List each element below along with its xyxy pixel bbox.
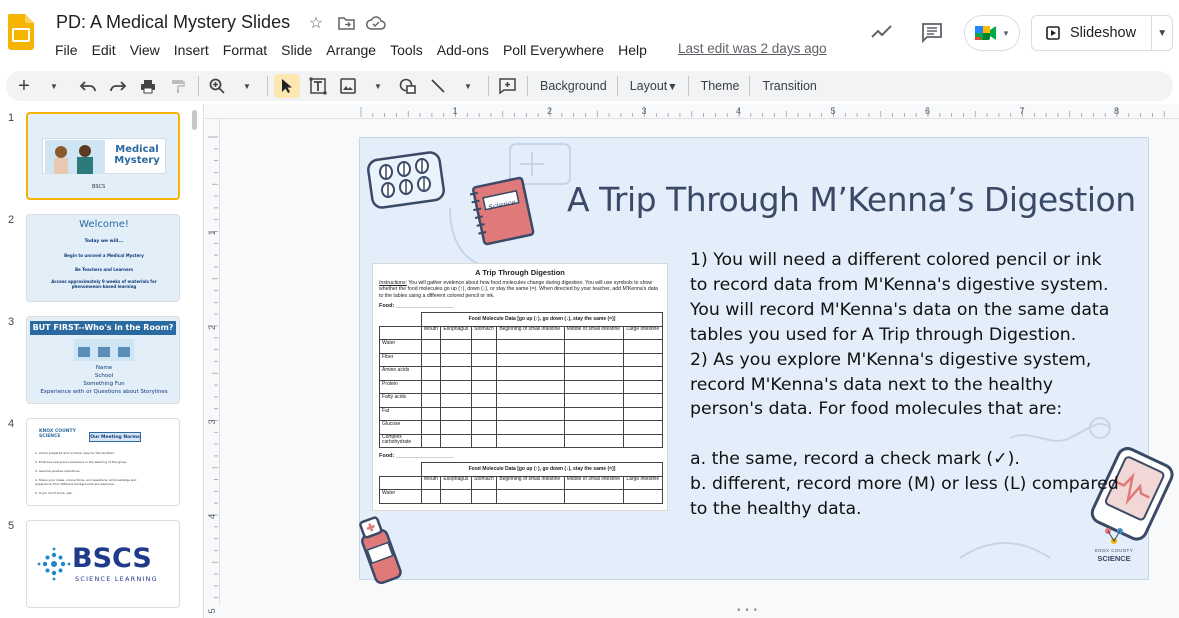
title-icons [306, 13, 386, 33]
new-slide-button[interactable]: + [18, 74, 30, 97]
zoom-icon[interactable] [205, 74, 229, 98]
instructions-text: You will gather evidence about how food molecules change during digestion. You will use symbols to show whether the food molecules go up (↑), down (↓), or stay the same (=). When directed by your teacher, add M'Kenna's data to the tables using a different colored pencil or ink. [379, 280, 658, 299]
title-bar [0, 0, 1179, 68]
body-paragraph: 2) As you explore M'Kenna's digestive system, record M'Kenna's data next to the healthy person's data. For food molecules that are: [690, 349, 1092, 420]
slide-thumbnail-2[interactable] [26, 214, 180, 302]
menu-edit[interactable]: Edit [91, 42, 116, 58]
row-label: Water [380, 490, 422, 504]
notebook-icon [468, 174, 538, 246]
menu-help[interactable]: Help [618, 42, 647, 58]
pill-pack-icon [366, 150, 446, 210]
table-cell [422, 367, 441, 381]
thumb-line: Be Teachers and Learners [74, 267, 134, 272]
cloud-status-icon[interactable] [366, 13, 386, 33]
current-slide[interactable] [359, 137, 1149, 580]
slideshow-button[interactable] [1032, 16, 1152, 50]
table-row [380, 367, 663, 381]
column-header: Stomach [472, 476, 497, 490]
table-cell [441, 421, 472, 435]
table-row [380, 407, 663, 421]
ruler-label: 2 [207, 324, 217, 330]
body-paragraph: a. the same, record a check mark (✓). [690, 449, 1020, 470]
column-header: Large intestine [624, 326, 663, 340]
meet-icon [974, 23, 998, 43]
column-header: Middle of small intestine [564, 326, 624, 340]
select-tool-icon[interactable] [274, 74, 300, 98]
table-cell [564, 367, 624, 381]
worksheet-instructions [373, 277, 667, 299]
thumb-logo: BSCS [92, 184, 106, 190]
table-cell [422, 353, 441, 367]
table-cell [441, 367, 472, 381]
activity-dashboard-icon[interactable] [870, 22, 894, 42]
body-paragraph: 1) You will need a different colored pencil or ink to record data from M'Kenna's digestive system. You will record M'Kenna's data on the same data tables you used for A Trip through Digestion. [690, 250, 1110, 345]
thumb-line: 1. Arrive prepared and on time; stay for the duration. [35, 451, 116, 455]
thumb-title: Welcome! [79, 219, 129, 230]
knox-county-science-logo [1084, 526, 1144, 571]
layout-button[interactable] [624, 79, 684, 93]
column-header: Large intestine [624, 476, 663, 490]
slide-filmstrip[interactable] [0, 104, 204, 618]
ruler-label: 5 [830, 106, 836, 116]
table-cell [422, 340, 441, 354]
table-header: Food Molecule Data [go up (↑), go down (↓), stay the same (=)] [422, 313, 663, 327]
toolbar [6, 71, 1173, 101]
toolbar-divider [617, 76, 618, 96]
shape-icon[interactable] [396, 74, 420, 98]
row-label: Water [380, 340, 422, 354]
thumb-line: Today we will... [84, 239, 124, 244]
table-cell [624, 367, 663, 381]
ruler-label: 4 [207, 513, 217, 519]
table-row [380, 394, 663, 408]
table-cell [472, 340, 497, 354]
thumb-title: BUT FIRST--Who's in the Room? [30, 321, 176, 335]
row-label: Amino acids [380, 367, 422, 381]
row-label: Complex carbohydrate [380, 434, 422, 448]
ruler-label: 8 [1114, 106, 1120, 116]
table-cell [472, 407, 497, 421]
column-header: Middle of small intestine [564, 476, 624, 490]
table-cell [472, 394, 497, 408]
table-cell [497, 421, 564, 435]
table-row [380, 490, 663, 504]
food-molecule-table [379, 462, 663, 504]
ruler-label: 1 [452, 106, 458, 116]
ruler-label: 4 [736, 106, 742, 116]
image-icon[interactable] [336, 74, 360, 98]
slideshow-button-group [1031, 15, 1173, 51]
print-icon[interactable] [136, 74, 160, 98]
notebook-label: Science [487, 198, 517, 212]
table-cell [422, 490, 441, 504]
classroom-illustration [74, 339, 134, 361]
thumb-line: Something Fun [83, 381, 125, 387]
table-cell [624, 353, 663, 367]
ruler-label: 5 [207, 608, 217, 614]
slide-thumbnail-5[interactable] [26, 520, 180, 608]
ruler-label: 6 [925, 106, 931, 116]
table-cell [497, 367, 564, 381]
column-header: Beginning of small intestine [497, 326, 564, 340]
logo-text-top: KNOX COUNTY [1094, 548, 1134, 553]
thumb-title: Medical Mystery [114, 144, 160, 166]
ruler-label: 2 [547, 106, 553, 116]
chevron-down-icon: ▼ [1002, 28, 1010, 38]
table-cell [441, 407, 472, 421]
slide-thumbnail-4[interactable] [26, 418, 180, 506]
table-cell [564, 421, 624, 435]
table-cell [497, 380, 564, 394]
worksheet-image[interactable] [372, 263, 668, 511]
ruler-label: 1 [207, 230, 217, 236]
document-title[interactable]: PD: A Medical Mystery Slides [56, 12, 291, 32]
line-dropdown-icon[interactable]: ▼ [464, 81, 472, 91]
table-cell [564, 353, 624, 367]
column-header: Beginning of small intestine [497, 476, 564, 490]
worksheet-title: A Trip Through Digestion [475, 268, 565, 277]
table-cell [441, 434, 472, 448]
row-label: Fiber [380, 353, 422, 367]
table-cell [472, 353, 497, 367]
zoom-dropdown-icon[interactable]: ▼ [243, 81, 251, 91]
table-cell [422, 407, 441, 421]
logo-text-bottom: SCIENCE [1097, 554, 1131, 563]
table-cell [422, 421, 441, 435]
thumb-title: Our Meeting Norms [89, 432, 141, 442]
table-cell [497, 407, 564, 421]
table-cell [497, 394, 564, 408]
table-cell [624, 407, 663, 421]
ruler-label: 3 [207, 419, 217, 425]
slide-number: 4 [8, 418, 15, 430]
transition-button[interactable]: Transition [762, 79, 817, 93]
table-row [380, 421, 663, 435]
menu-arrange[interactable]: Arrange [326, 42, 377, 58]
row-label: Fat [380, 407, 422, 421]
layout-label: Layout [629, 79, 668, 93]
slide-thumbnail-1[interactable] [26, 112, 180, 200]
slideshow-label: Slideshow [1070, 25, 1137, 41]
theme-button[interactable]: Theme [700, 79, 740, 93]
thumb-line: Experience with or Questions about Storylines [40, 389, 168, 395]
paint-format-icon[interactable] [166, 74, 190, 98]
table-row [380, 353, 663, 367]
slide-number: 3 [8, 316, 15, 328]
background-button[interactable]: Background [540, 79, 607, 93]
thumb-line: 3. Assume positive intentions. [35, 469, 81, 473]
table-cell [624, 394, 663, 408]
star-icon[interactable]: ☆ [308, 15, 324, 32]
table-cell [624, 380, 663, 394]
table-cell [497, 490, 564, 504]
vertical-ruler[interactable] [205, 119, 220, 614]
table-cell [497, 340, 564, 354]
menu-addons[interactable]: Add-ons [436, 42, 489, 58]
table-cell [497, 353, 564, 367]
add-comment-icon[interactable] [495, 74, 519, 98]
thumb-line: Begin to unravel a Medical Mystery [64, 253, 144, 258]
chevron-down-icon: ▼ [667, 82, 678, 93]
slide-title[interactable]: A Trip Through M’Kenna’s Digestion [567, 180, 1136, 219]
speaker-notes-handle[interactable]: • • • [737, 605, 759, 616]
thumb-line: Access approximately 9 weeks of materials for phenomenon-based learning [51, 279, 157, 289]
thumb-subtitle: SCIENCE LEARNING [75, 575, 158, 583]
worksheet-food-label: Food: ___________________ [379, 303, 454, 310]
doctor-patient-illustration [45, 140, 105, 174]
menu-poll-everywhere[interactable]: Poll Everywhere [502, 42, 605, 58]
menu-bar [55, 40, 661, 60]
toolbar-divider [749, 76, 750, 96]
comments-icon[interactable] [921, 22, 943, 42]
table-cell [624, 340, 663, 354]
body-paragraph [690, 422, 1120, 447]
table-cell [564, 380, 624, 394]
row-label: Glucose [380, 421, 422, 435]
menu-insert[interactable]: Insert [173, 42, 209, 58]
column-header: Mouth [422, 326, 441, 340]
image-dropdown-icon[interactable]: ▼ [374, 81, 382, 91]
menu-view[interactable]: View [129, 42, 160, 58]
new-slide-dropdown-icon[interactable]: ▼ [50, 81, 58, 91]
table-row [380, 434, 663, 448]
knox-logo-icon [1102, 526, 1126, 546]
table-cell [564, 434, 624, 448]
table-cell [441, 490, 472, 504]
table-cell [564, 340, 624, 354]
spray-bottle-icon [354, 510, 404, 590]
filmstrip-scrollbar[interactable] [192, 110, 197, 130]
table-cell [441, 353, 472, 367]
thumb-banner [42, 138, 166, 174]
ruler-label: 7 [1019, 106, 1025, 116]
meet-button[interactable] [964, 15, 1020, 51]
thumb-line: Name [95, 365, 113, 371]
table-cell [624, 434, 663, 448]
menu-format[interactable]: Format [222, 42, 268, 58]
table-header: Food Molecule Data [go up (↑), go down (↓), stay the same (=)] [422, 463, 663, 477]
table-cell [564, 490, 624, 504]
toolbar-divider [488, 76, 489, 96]
thumb-line: School [94, 373, 114, 379]
table-cell [564, 394, 624, 408]
table-cell [441, 394, 472, 408]
slideshow-options-dropdown[interactable]: ▼ [1157, 27, 1168, 39]
table-cell [441, 340, 472, 354]
worksheet-food-label: Food: ___________________ [379, 453, 454, 460]
table-cell [441, 380, 472, 394]
toolbar-divider [198, 76, 199, 96]
slide-body-text[interactable] [690, 248, 1120, 522]
thumb-title: BSCS [72, 543, 152, 574]
slides-logo-icon[interactable] [8, 14, 34, 50]
move-folder-icon[interactable] [336, 13, 356, 33]
slide-editor [205, 104, 1179, 618]
thumb-line: 2. Embrace everyone's presence in the learning of the group. [35, 460, 128, 464]
horizontal-ruler[interactable] [205, 104, 1179, 119]
menu-file[interactable]: File [55, 42, 78, 58]
toolbar-divider [267, 76, 268, 96]
column-header: Stomach [472, 326, 497, 340]
table-cell [472, 421, 497, 435]
table-cell [624, 490, 663, 504]
table-cell [472, 367, 497, 381]
redo-icon[interactable] [106, 74, 130, 98]
menu-tools[interactable]: Tools [390, 42, 423, 58]
table-cell [472, 434, 497, 448]
toolbar-divider [688, 76, 689, 96]
thumb-line: 5. If you don't know, ask. [35, 491, 73, 495]
bscs-logo-icon [37, 547, 71, 581]
column-header: Esophagus [441, 476, 472, 490]
undo-icon[interactable] [76, 74, 100, 98]
last-edit-link[interactable]: Last edit was 2 days ago [678, 41, 827, 56]
table-row [380, 340, 663, 354]
text-box-icon[interactable] [306, 74, 330, 98]
line-icon[interactable] [426, 74, 450, 98]
table-cell [564, 407, 624, 421]
table-cell [422, 380, 441, 394]
column-header: Esophagus [441, 326, 472, 340]
table-cell [472, 490, 497, 504]
food-molecule-table [379, 312, 663, 448]
ruler-label: 3 [641, 106, 647, 116]
toolbar-divider [527, 76, 528, 96]
row-label: Fatty acids [380, 394, 422, 408]
thumb-logo: KNOX COUNTY SCIENCE [39, 429, 76, 439]
slide-thumbnail-3[interactable] [26, 316, 180, 404]
instructions-label: Instructions: [379, 280, 407, 286]
table-cell [422, 434, 441, 448]
column-header: Mouth [422, 476, 441, 490]
row-label: Protein [380, 380, 422, 394]
slide-number: 1 [8, 112, 15, 124]
table-cell [472, 380, 497, 394]
slide-number: 5 [8, 520, 15, 532]
menu-slide[interactable]: Slide [281, 42, 313, 58]
table-cell [422, 394, 441, 408]
body-paragraph: b. different, record more (M) or less (L) compared to the healthy data. [690, 474, 1119, 520]
table-cell [624, 421, 663, 435]
table-cell [497, 434, 564, 448]
table-row [380, 380, 663, 394]
present-icon [1046, 26, 1060, 40]
slide-number: 2 [8, 214, 15, 226]
thumb-line: 4. Share your ideas, connections, and questions; all knowledge and experience from different backgrounds are welcome. [35, 478, 137, 486]
